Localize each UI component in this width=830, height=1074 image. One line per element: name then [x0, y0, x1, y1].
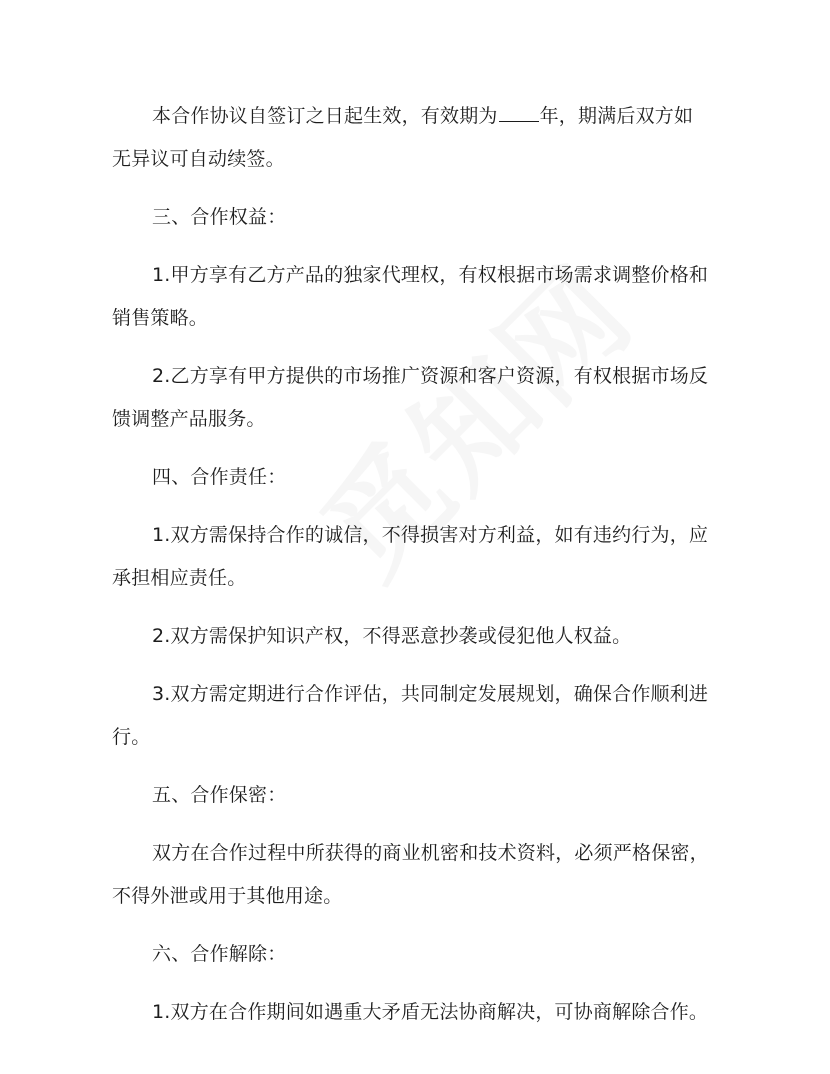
validity-clause-post: 年，期满后双方如无异议可自动续签。	[112, 105, 694, 170]
document-body	[112, 95, 712, 1049]
section-heading-confidentiality: 五、合作保密：	[152, 784, 287, 806]
responsibility-item-1: 1.双方需保持合作的诚信，不得损害对方利益，如有违约行为，应承担相应责任。	[112, 524, 709, 589]
years-blank-field	[499, 99, 539, 122]
validity-clause	[112, 95, 712, 181]
rights-item-2: 2.乙方享有甲方提供的市场推广资源和客户资源，有权根据市场反馈调整产品服务。	[112, 365, 709, 430]
validity-clause-pre: 本合作协议自签订之日起生效，有效期为	[152, 105, 498, 127]
confidentiality-clause: 双方在合作过程中所获得的商业机密和技术资料，必须严格保密，不得外泄或用于其他用途。	[112, 842, 709, 907]
responsibility-item-3: 3.双方需定期进行合作评估，共同制定发展规划，确保合作顺利进行。	[112, 683, 709, 748]
termination-item-1: 1.双方在合作期间如遇重大矛盾无法协商解决，可协商解除合作。	[152, 1001, 709, 1023]
section-heading-rights: 三、合作权益：	[152, 206, 287, 228]
section-heading-termination: 六、合作解除：	[152, 943, 287, 965]
section-heading-responsibilities: 四、合作责任：	[152, 466, 287, 488]
rights-item-1: 1.甲方享有乙方产品的独家代理权，有权根据市场需求调整价格和销售策略。	[112, 264, 709, 329]
responsibility-item-2: 2.双方需保护知识产权，不得恶意抄袭或侵犯他人权益。	[152, 625, 632, 647]
